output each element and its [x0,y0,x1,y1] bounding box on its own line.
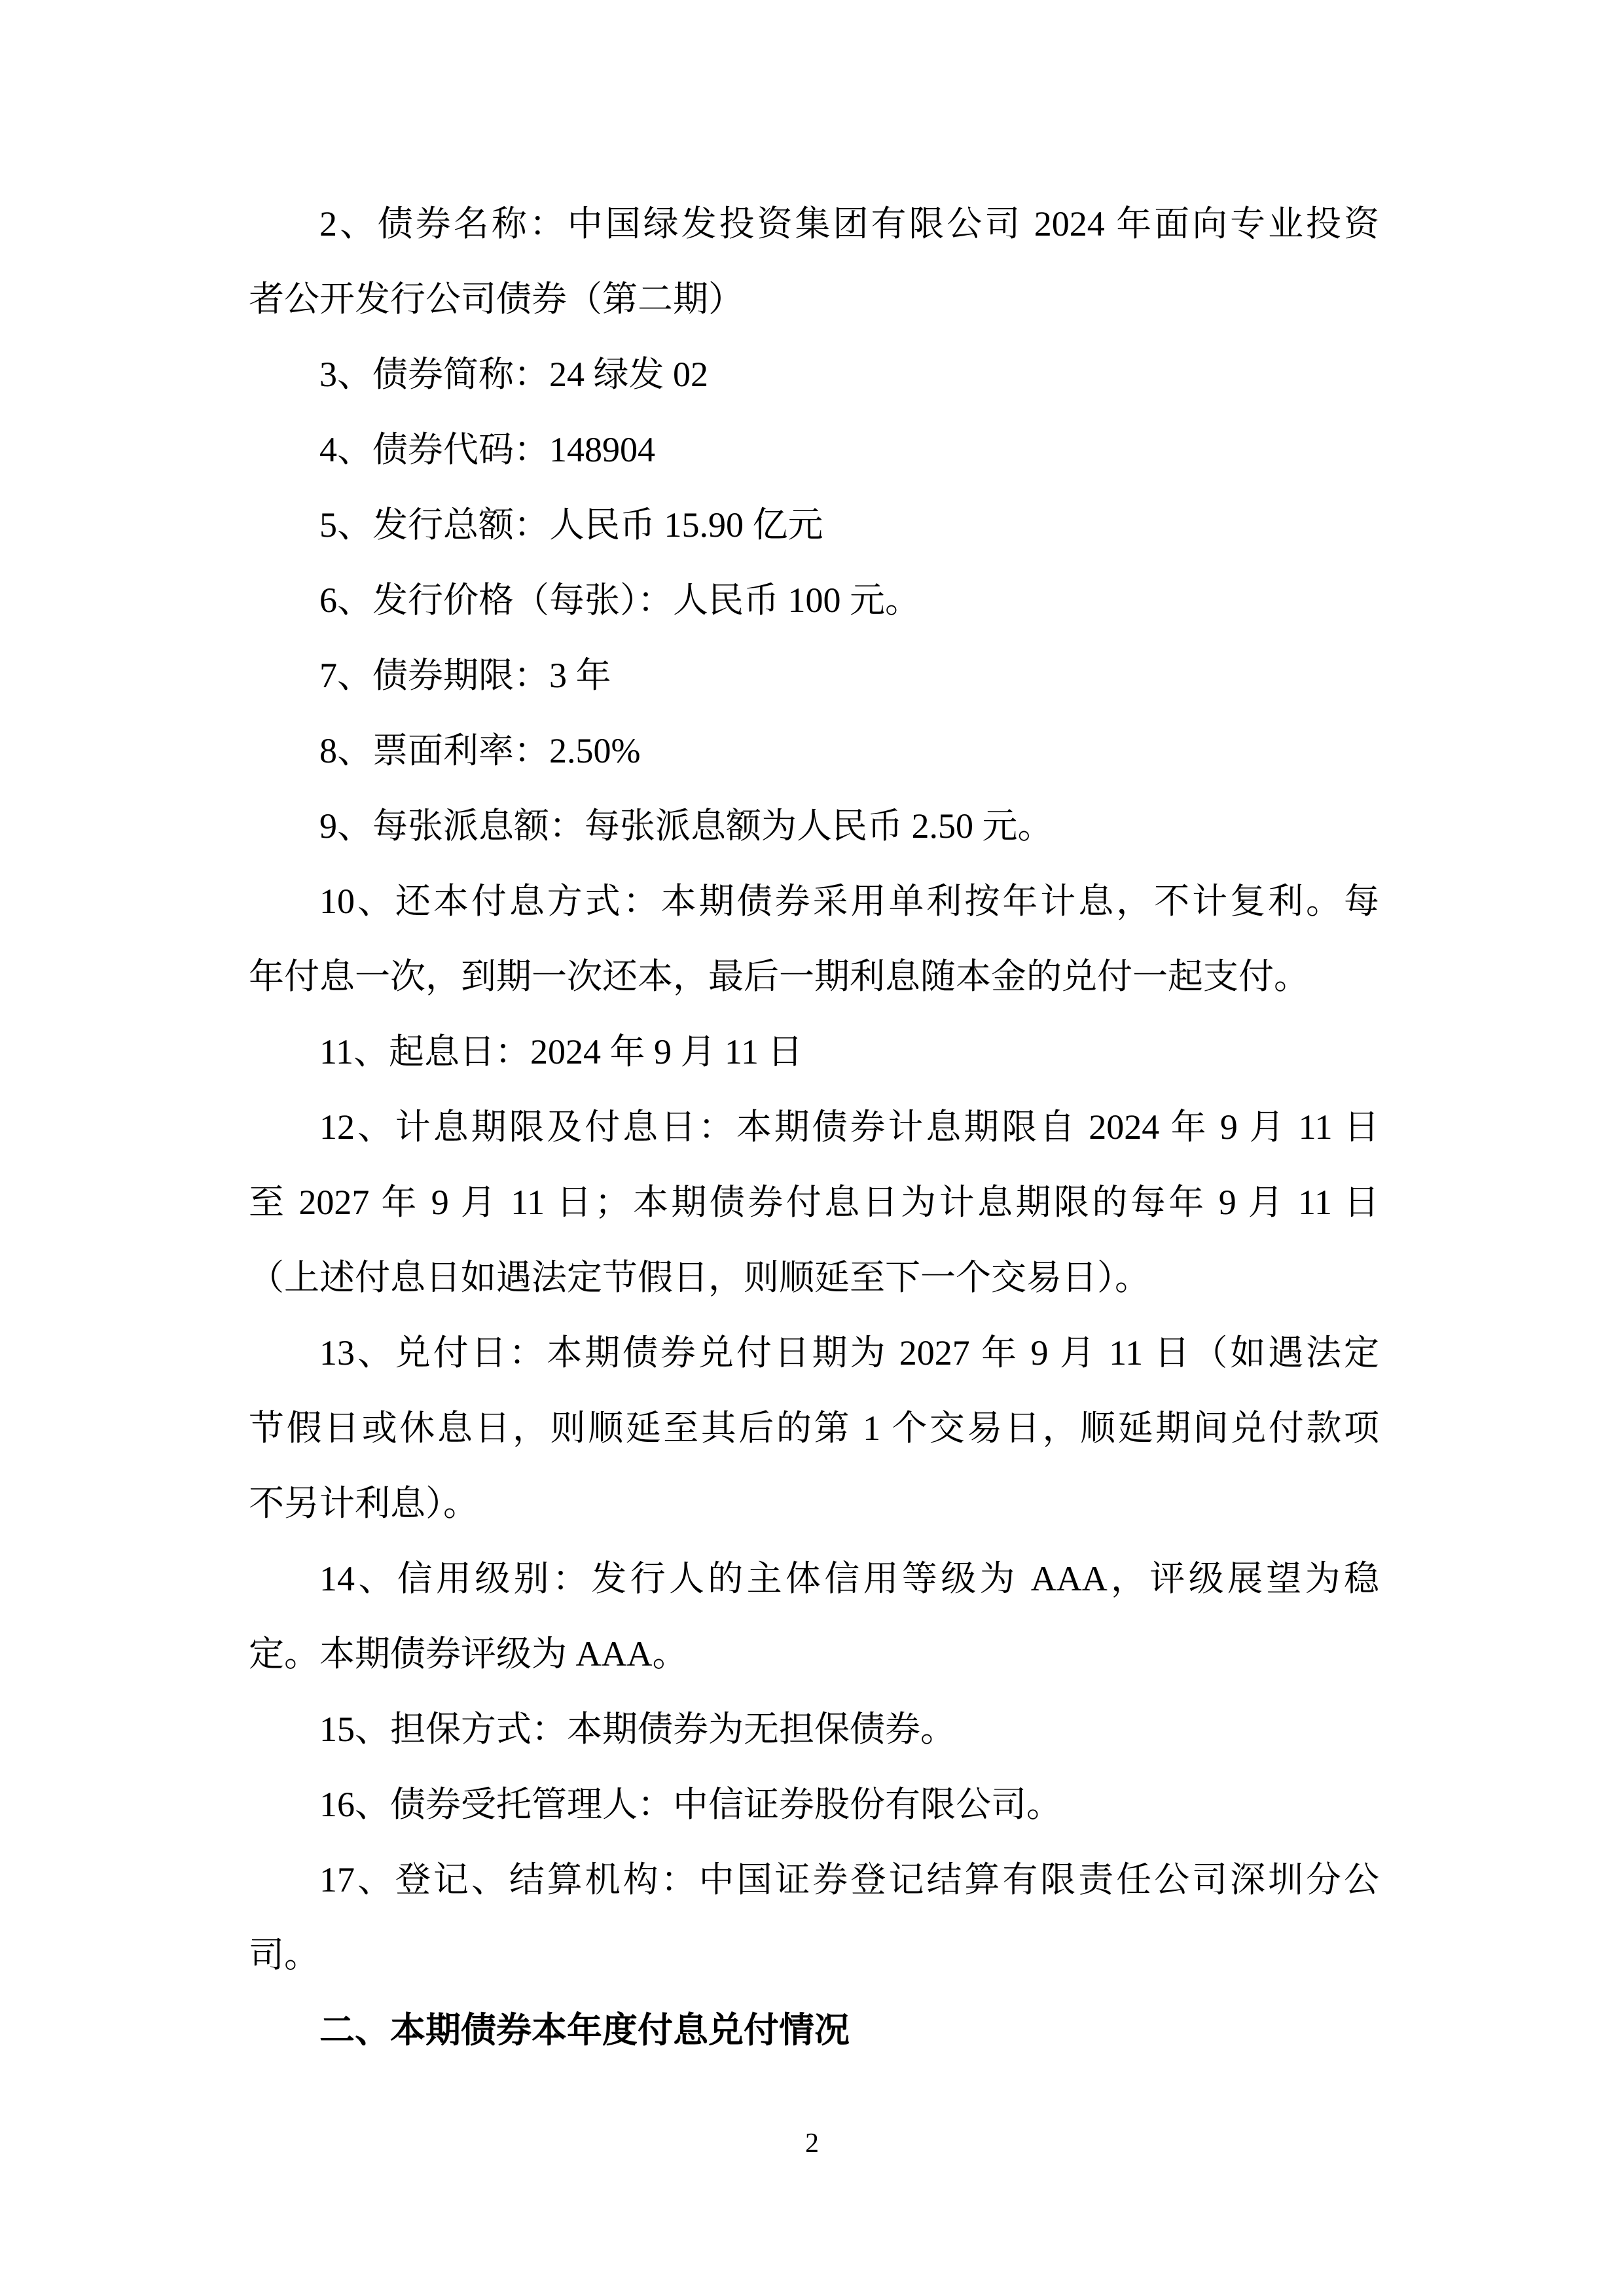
document-line: 4、债券代码：148904 [319,430,655,469]
document-body [249,187,1379,2068]
page-number: 2 [805,2128,819,2159]
document-line: 节假日或休息日，则顺延至其后的第 1 个交易日，顺延期间兑付款项 [249,1408,1379,1448]
document-line: 不另计利息）。 [249,1484,478,1523]
document-line: 9、每张派息额：每张派息额为人民币 2.50 元。 [319,806,1053,846]
document-line: 14、信用级别：发行人的主体信用等级为 AAA，评级展望为稳 [319,1559,1379,1598]
document-line: 2、债券名称：中国绿发投资集团有限公司 2024 年面向专业投资 [319,204,1379,243]
document-line: 定。本期债券评级为 AAA。 [249,1634,688,1674]
document-line: 二、本期债券本年度付息兑付情况 [319,2011,850,2050]
document-line: （上述付息日如遇法定节假日，则顺延至下一个交易日）。 [249,1258,1150,1297]
document-line: 15、担保方式：本期债券为无担保债券。 [319,1710,956,1749]
document-line: 17、登记、结算机构：中国证券登记结算有限责任公司深圳分公 [319,1860,1379,1899]
document-line: 8、票面利率：2.50% [319,731,641,770]
document-line: 13、兑付日：本期债券兑付日期为 2027 年 9 月 11 日（如遇法定 [319,1333,1379,1372]
document-line: 16、债券受托管理人：中信证券股份有限公司。 [319,1785,1062,1824]
document-line: 至 2027 年 9 月 11 日；本期债券付息日为计息期限的每年 9 月 11 日 [249,1183,1379,1222]
document-line: 年付息一次，到期一次还本，最后一期利息随本金的兑付一起支付。 [249,957,1309,996]
document-line: 11、起息日：2024 年 9 月 11 日 [319,1032,803,1071]
document-line: 司。 [249,1935,319,1975]
document-line: 10、还本付息方式：本期债券采用单利按年计息，不计复利。每 [319,882,1379,921]
document-line: 3、债券简称：24 绿发 02 [319,355,708,394]
document-line: 12、计息期限及付息日：本期债券计息期限自 2024 年 9 月 11 日 [319,1107,1379,1147]
document-line: 6、发行价格（每张）：人民币 100 元。 [319,581,920,620]
document-line: 者公开发行公司债券（第二期） [249,279,744,319]
document-line: 5、发行总额：人民币 15.90 亿元 [319,505,823,545]
document-line: 7、债券期限：3 年 [319,656,611,695]
